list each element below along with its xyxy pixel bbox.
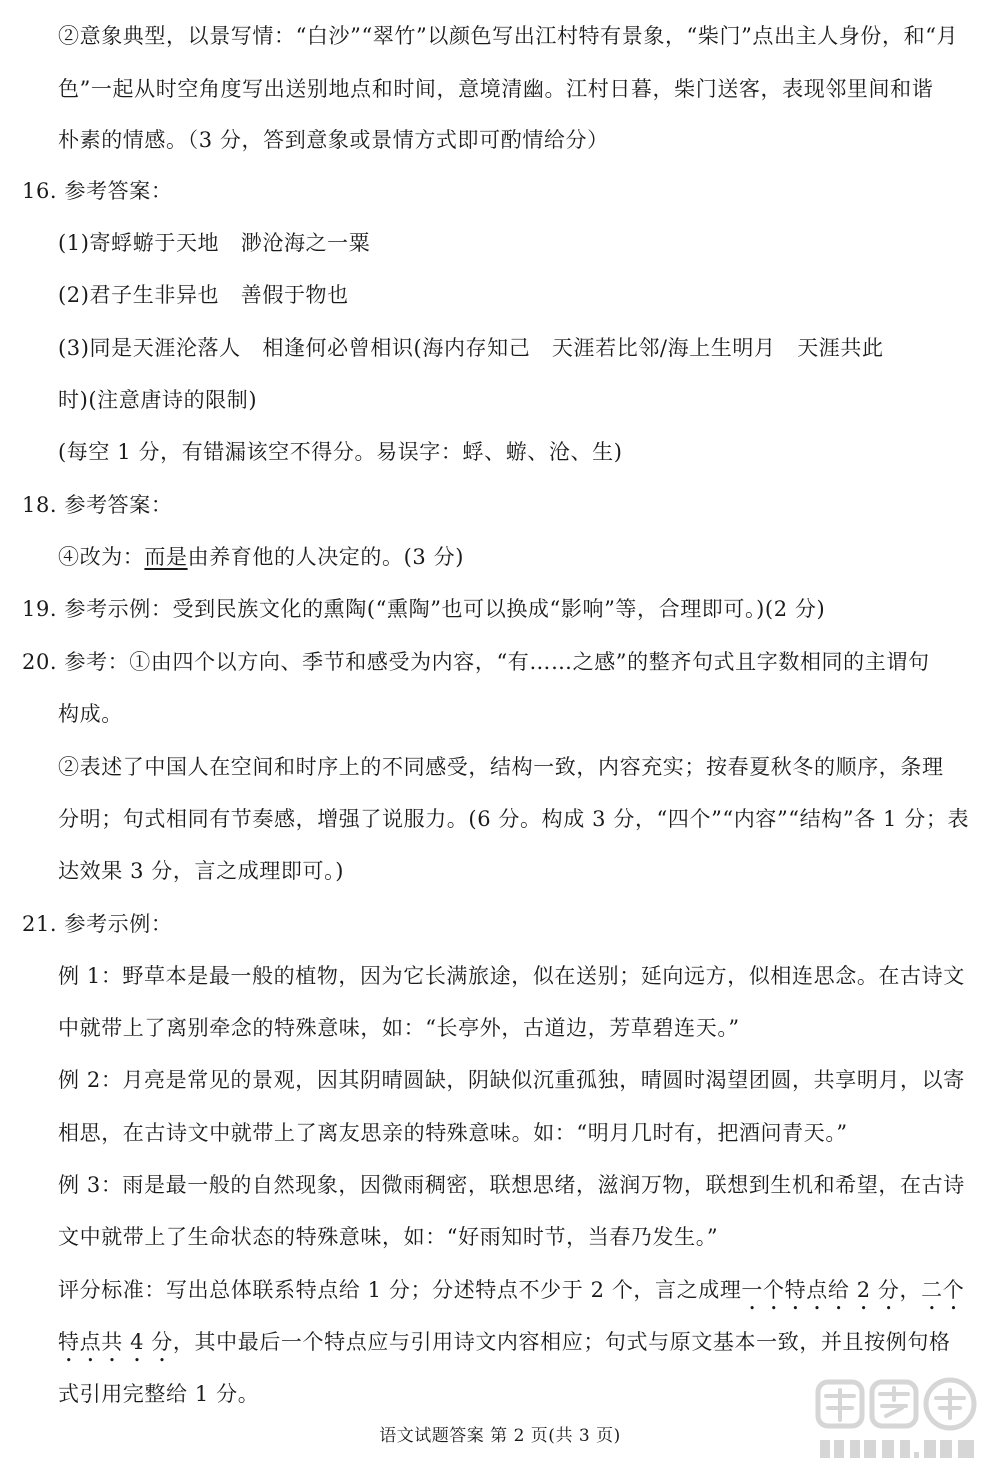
q20-line-5: 达效果 3 分，言之成理即可。) — [58, 859, 345, 883]
q20-line-2: 构成。 — [58, 702, 123, 726]
q16-scoring-note: (每空 1 分，有错漏该空不得分。易误字：蜉、蝣、沧、生) — [58, 440, 623, 464]
q15-line-2: 色”一起从时空角度写出送别地点和时间，意境清幽。江村日暮，柴门送客，表现邻里间和谐 — [58, 77, 934, 101]
q21-grading-line-1 — [58, 1276, 964, 1315]
q21-example-3-line-2: 文中就带上了生命状态的特殊意味，如：“好雨知时节，当春乃发生。” — [58, 1225, 719, 1249]
watermark-logo — [812, 1376, 992, 1466]
q19-answer: 19. 参考示例：受到民族文化的熏陶(“熏陶”也可以换成“影响”等，合理即可。)(2 分) — [22, 597, 826, 621]
q21-example-1-line-2: 中就带上了离别牵念的特殊意味，如：“长亭外，古道边，芳草碧连天。” — [58, 1016, 740, 1040]
q18-answer-underlined: 而是 — [144, 545, 188, 569]
q20-line-3: ②表述了中国人在空间和时序上的不同感受，结构一致，内容充实；按春夏秋冬的顺序，条理 — [58, 755, 944, 779]
q21-example-2-line-1: 例 2：月亮是常见的景观，因其阴晴圆缺，阴缺似沉重孤独，晴圆时渴望团圆，共享明月，以寄 — [58, 1068, 965, 1092]
q20-line-4: 分明；句式相同有节奏感，增强了说服力。(6 分。构成 3 分，“四个”“内容”“结构”各 1 分；表 — [58, 807, 970, 831]
watermark-url-mark — [820, 1440, 974, 1458]
q15-line-3: 朴素的情感。（3 分，答到意象或景情方式即可酌情给分） — [58, 128, 609, 152]
q18-heading: 18. 参考答案： — [22, 493, 173, 517]
q16-heading: 16. 参考答案： — [22, 179, 173, 203]
q20-line-1: 20. 参考：①由四个以方向、季节和感受为内容，“有……之感”的整齐句式且字数相同的主谓句 — [22, 650, 930, 674]
q21-grading-line-1-prefix: 评分标准：写出总体联系特点给 1 分；分述特点不少于 2 个，言之成理 — [58, 1278, 742, 1302]
q18-answer — [58, 543, 464, 571]
q21-example-2-line-2: 相思，在古诗文中就带上了离友思亲的特殊意味。如：“明月几时有，把酒问青天。” — [58, 1121, 848, 1145]
q15-line-1: ②意象典型，以景写情：“白沙”“翠竹”以颜色写出江村特有景象，“柴门”点出主人身份，和“月 — [58, 24, 959, 48]
q21-grading-line-2-suffix: ，其中最后一个特点应与引用诗文内容相应；句式与原文基本一致，并且按例句格 — [172, 1330, 951, 1354]
q16-item-3-line-2: 时)(注意唐诗的限制) — [58, 388, 258, 412]
q21-grading-emphasis-1: 一个特点给 2 分，二个 — [741, 1278, 965, 1302]
q16-item-3-line-1: (3)同是天涯沦落人 相逢何必曾相识(海内存知己 天涯若比邻/海上生明月 天涯共此 — [58, 336, 884, 360]
q16-item-2: (2)君子生非异也 善假于物也 — [58, 283, 349, 307]
q18-answer-suffix: 由养育他的人决定的。(3 分) — [187, 545, 465, 569]
q18-answer-prefix: ④改为： — [58, 545, 145, 569]
q21-grading-line-2 — [58, 1328, 951, 1367]
q16-item-1: (1)寄蜉蝣于天地 渺沧海之一粟 — [58, 231, 371, 255]
q21-example-3-line-1: 例 3：雨是最一般的自然现象，因微雨稠密，联想思绪，滋润万物，联想到生机和希望，在古诗 — [58, 1173, 965, 1197]
q21-grading-line-3: 式引用完整给 1 分。 — [58, 1382, 260, 1406]
page-footer: 语文试题答案 第 2 页(共 3 页) — [379, 1426, 621, 1446]
q21-grading-emphasis-2: 特点共 4 分 — [58, 1330, 173, 1354]
q21-heading: 21. 参考示例： — [22, 912, 173, 936]
q21-example-1-line-1: 例 1：野草本是最一般的植物，因为它长满旅途，似在送别；延向远方，似相连思念。在古诗文 — [58, 964, 965, 988]
